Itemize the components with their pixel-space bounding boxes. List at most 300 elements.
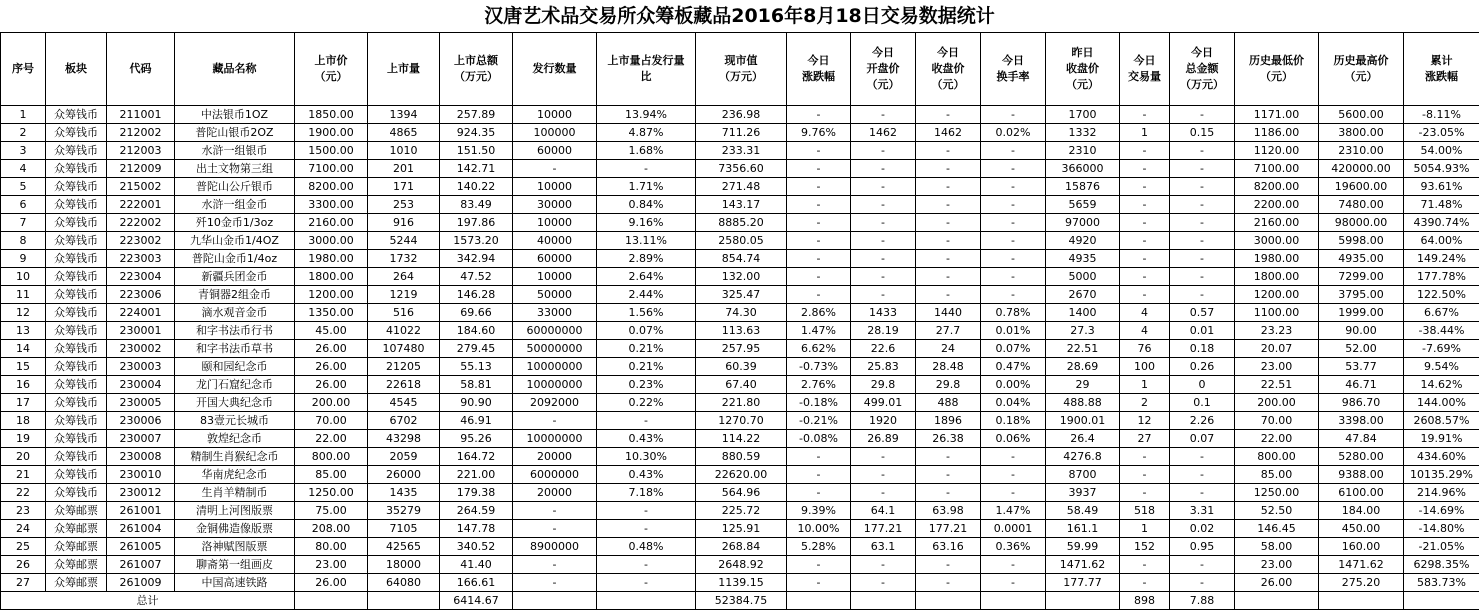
table-cell: 13 xyxy=(1,322,46,340)
table-cell: -0.08% xyxy=(787,430,851,448)
table-cell: 众筹钱币 xyxy=(46,142,107,160)
table-cell: 2310.00 xyxy=(1319,142,1404,160)
table-row xyxy=(1,448,1479,466)
table-cell: 1433 xyxy=(851,304,916,322)
table-cell: 222001 xyxy=(107,196,175,214)
table-cell: 9.54% xyxy=(1404,358,1479,376)
table-cell: 75.00 xyxy=(295,502,368,520)
table-cell xyxy=(1404,592,1479,610)
table-cell: 41022 xyxy=(368,322,440,340)
table-cell: 70.00 xyxy=(1235,412,1319,430)
table-cell: 212009 xyxy=(107,160,175,178)
table-cell: 22.6 xyxy=(851,340,916,358)
table-cell: 200.00 xyxy=(1235,394,1319,412)
table-cell: 223004 xyxy=(107,268,175,286)
table-cell: 200.00 xyxy=(295,394,368,412)
column-header: 上市量 xyxy=(368,33,440,106)
table-cell: 95.26 xyxy=(440,430,513,448)
table-row xyxy=(1,142,1479,160)
table-cell: 23.23 xyxy=(1235,322,1319,340)
table-cell: 0.43% xyxy=(597,466,696,484)
table-row xyxy=(1,484,1479,502)
table-cell: 20 xyxy=(1,448,46,466)
table-cell: - xyxy=(851,466,916,484)
table-cell: 众筹钱币 xyxy=(46,178,107,196)
table-cell: 0.22% xyxy=(597,394,696,412)
total-row xyxy=(1,592,1479,610)
table-cell: 27 xyxy=(1,574,46,592)
table-cell: 63.1 xyxy=(851,538,916,556)
table-cell: - xyxy=(1170,466,1235,484)
table-cell: - xyxy=(1120,142,1170,160)
table-cell: 洛神赋图版票 xyxy=(175,538,295,556)
table-cell: 24 xyxy=(1,520,46,538)
table-cell: 46.71 xyxy=(1319,376,1404,394)
table-cell: -21.05% xyxy=(1404,538,1479,556)
table-cell: 1999.00 xyxy=(1319,304,1404,322)
table-cell: 0.18% xyxy=(981,412,1046,430)
table-cell: 230002 xyxy=(107,340,175,358)
table-cell: 26.00 xyxy=(295,340,368,358)
table-cell: 564.96 xyxy=(696,484,787,502)
table-cell: 184.60 xyxy=(440,322,513,340)
table-cell: 23 xyxy=(1,502,46,520)
table-cell: - xyxy=(981,250,1046,268)
table-cell: - xyxy=(851,574,916,592)
table-cell: 208.00 xyxy=(295,520,368,538)
table-cell: 滴水观音金币 xyxy=(175,304,295,322)
table-cell: 众筹邮票 xyxy=(46,502,107,520)
table-cell: 1250.00 xyxy=(1235,484,1319,502)
table-cell: 6702 xyxy=(368,412,440,430)
table-cell: - xyxy=(981,484,1046,502)
table-cell: 3300.00 xyxy=(295,196,368,214)
table-cell: 0.02 xyxy=(1170,520,1235,538)
table-cell: - xyxy=(851,484,916,502)
table-cell: 230006 xyxy=(107,412,175,430)
table-cell: 64.00% xyxy=(1404,232,1479,250)
table-cell: 聊斋第一组画皮 xyxy=(175,556,295,574)
table-cell: 1920 xyxy=(851,412,916,430)
table-cell: 歼10金币1/3oz xyxy=(175,214,295,232)
table-cell: 普陀山公斤银币 xyxy=(175,178,295,196)
table-cell xyxy=(851,592,916,610)
table-cell: 22.00 xyxy=(1235,430,1319,448)
table-cell: 1186.00 xyxy=(1235,124,1319,142)
table-cell: 0.57 xyxy=(1170,304,1235,322)
table-cell: - xyxy=(1170,556,1235,574)
table-row xyxy=(1,538,1479,556)
table-cell: 3 xyxy=(1,142,46,160)
table-cell: 93.61% xyxy=(1404,178,1479,196)
table-cell: 20000 xyxy=(513,484,597,502)
table-cell: 27 xyxy=(1120,430,1170,448)
table-cell: - xyxy=(981,232,1046,250)
table-cell: - xyxy=(787,196,851,214)
table-cell: 230007 xyxy=(107,430,175,448)
table-cell: 488.88 xyxy=(1046,394,1120,412)
table-cell xyxy=(787,592,851,610)
total-volume: 898 xyxy=(1120,592,1170,610)
table-cell xyxy=(597,592,696,610)
table-cell: 1440 xyxy=(916,304,981,322)
table-cell: - xyxy=(1170,178,1235,196)
table-cell: 47.52 xyxy=(440,268,513,286)
table-cell: 1700 xyxy=(1046,106,1120,124)
table-cell: 711.26 xyxy=(696,124,787,142)
table-cell: 214.96% xyxy=(1404,484,1479,502)
table-cell: 100 xyxy=(1120,358,1170,376)
table-cell: 85.00 xyxy=(1235,466,1319,484)
table-cell: 8200.00 xyxy=(295,178,368,196)
table-cell: - xyxy=(851,250,916,268)
table-cell: 众筹钱币 xyxy=(46,286,107,304)
table-cell: 众筹钱币 xyxy=(46,232,107,250)
table-cell: 0.01% xyxy=(981,322,1046,340)
table-cell: 98000.00 xyxy=(1319,214,1404,232)
table-cell: 63.98 xyxy=(916,502,981,520)
table-cell: 60000 xyxy=(513,250,597,268)
table-cell: 2092000 xyxy=(513,394,597,412)
table-cell: 261005 xyxy=(107,538,175,556)
table-cell: 146.28 xyxy=(440,286,513,304)
table-cell xyxy=(295,592,368,610)
table-row xyxy=(1,196,1479,214)
table-cell: - xyxy=(916,574,981,592)
table-cell: -0.21% xyxy=(787,412,851,430)
table-cell: 4 xyxy=(1120,304,1170,322)
table-cell: 2608.57% xyxy=(1404,412,1479,430)
table-cell: 7105 xyxy=(368,520,440,538)
table-cell: 众筹钱币 xyxy=(46,250,107,268)
table-cell: 221.00 xyxy=(440,466,513,484)
table-cell: 59.99 xyxy=(1046,538,1120,556)
table-cell: 3000.00 xyxy=(295,232,368,250)
table-cell: 众筹钱币 xyxy=(46,340,107,358)
table-cell: 8885.20 xyxy=(696,214,787,232)
table-cell: 144.00% xyxy=(1404,394,1479,412)
table-cell: 261007 xyxy=(107,556,175,574)
sheet-title: 汉唐艺术品交易所众筹板藏品2016年8月18日交易数据统计 xyxy=(0,0,1479,33)
table-cell: 众筹钱币 xyxy=(46,430,107,448)
table-cell: 143.17 xyxy=(696,196,787,214)
table-row xyxy=(1,358,1479,376)
table-cell: 0.00% xyxy=(981,376,1046,394)
table-cell: - xyxy=(787,250,851,268)
table-cell: 880.59 xyxy=(696,448,787,466)
table-cell: 80.00 xyxy=(295,538,368,556)
table-cell: 74.30 xyxy=(696,304,787,322)
table-cell: 3795.00 xyxy=(1319,286,1404,304)
table-cell: - xyxy=(1120,448,1170,466)
table-cell: 2 xyxy=(1,124,46,142)
table-cell: -0.18% xyxy=(787,394,851,412)
table-cell: 3.31 xyxy=(1170,502,1235,520)
table-cell: 1270.70 xyxy=(696,412,787,430)
table-cell: 52.50 xyxy=(1235,502,1319,520)
table-cell: - xyxy=(981,178,1046,196)
table-cell: 184.00 xyxy=(1319,502,1404,520)
table-cell: 924.35 xyxy=(440,124,513,142)
table-cell: 340.52 xyxy=(440,538,513,556)
table-cell: 中国高速铁路 xyxy=(175,574,295,592)
table-cell: 97000 xyxy=(1046,214,1120,232)
table-cell: 0.21% xyxy=(597,340,696,358)
table-cell: 10000000 xyxy=(513,430,597,448)
column-header: 上市量占发行量 比 xyxy=(597,33,696,106)
table-cell: 1250.00 xyxy=(295,484,368,502)
table-cell: 233.31 xyxy=(696,142,787,160)
table-cell: 1980.00 xyxy=(295,250,368,268)
table-cell xyxy=(1235,592,1319,610)
table-cell: 264.59 xyxy=(440,502,513,520)
table-cell: - xyxy=(787,556,851,574)
table-cell: 114.22 xyxy=(696,430,787,448)
table-cell: 223003 xyxy=(107,250,175,268)
table-cell: 63.16 xyxy=(916,538,981,556)
table-cell: 268.84 xyxy=(696,538,787,556)
table-cell: 90.90 xyxy=(440,394,513,412)
column-header: 今日 总金额 （万元） xyxy=(1170,33,1235,106)
table-cell: 0.07% xyxy=(597,322,696,340)
table-cell: 华南虎纪念币 xyxy=(175,466,295,484)
table-cell: 众筹钱币 xyxy=(46,160,107,178)
table-cell: 2 xyxy=(1120,394,1170,412)
table-cell: 221.80 xyxy=(696,394,787,412)
table-cell: 1400 xyxy=(1046,304,1120,322)
table-cell: 212003 xyxy=(107,142,175,160)
table-cell: 开国大典纪念币 xyxy=(175,394,295,412)
table-cell: 10000 xyxy=(513,268,597,286)
table-cell: 众筹邮票 xyxy=(46,538,107,556)
table-cell: - xyxy=(851,178,916,196)
table-cell: 众筹邮票 xyxy=(46,556,107,574)
table-cell: 212002 xyxy=(107,124,175,142)
table-cell: 223006 xyxy=(107,286,175,304)
table-cell: 生肖羊精制币 xyxy=(175,484,295,502)
table-cell: 800.00 xyxy=(295,448,368,466)
table-cell: - xyxy=(597,160,696,178)
table-cell: 58.49 xyxy=(1046,502,1120,520)
table-cell: 23.00 xyxy=(1235,358,1319,376)
table-cell: 50000 xyxy=(513,286,597,304)
table-cell: 5054.93% xyxy=(1404,160,1479,178)
table-cell: 64.1 xyxy=(851,502,916,520)
table-cell: 1500.00 xyxy=(295,142,368,160)
table-cell: 5244 xyxy=(368,232,440,250)
table-cell: - xyxy=(1120,286,1170,304)
table-cell: 35279 xyxy=(368,502,440,520)
table-cell: 10.00% xyxy=(787,520,851,538)
table-cell: - xyxy=(916,232,981,250)
table-cell: 10000 xyxy=(513,214,597,232)
table-cell: 1900.00 xyxy=(295,124,368,142)
table-cell: - xyxy=(851,268,916,286)
table-row xyxy=(1,340,1479,358)
table-cell: 236.98 xyxy=(696,106,787,124)
table-cell: 5.28% xyxy=(787,538,851,556)
table-cell: 2.76% xyxy=(787,376,851,394)
table-cell: 325.47 xyxy=(696,286,787,304)
table-cell: - xyxy=(1120,268,1170,286)
table-cell: 171 xyxy=(368,178,440,196)
table-cell: 众筹邮票 xyxy=(46,520,107,538)
table-cell: - xyxy=(787,574,851,592)
table-cell: - xyxy=(1120,232,1170,250)
table-cell: 0.15 xyxy=(1170,124,1235,142)
table-cell: 7299.00 xyxy=(1319,268,1404,286)
table-cell: - xyxy=(787,286,851,304)
table-cell: 22 xyxy=(1,484,46,502)
table-cell: - xyxy=(1120,250,1170,268)
table-cell: 14.62% xyxy=(1404,376,1479,394)
table-cell: 33000 xyxy=(513,304,597,322)
table-cell: 3398.00 xyxy=(1319,412,1404,430)
table-cell: 58.00 xyxy=(1235,538,1319,556)
table-cell: 10000000 xyxy=(513,376,597,394)
table-cell: - xyxy=(787,214,851,232)
table-cell: 71.48% xyxy=(1404,196,1479,214)
column-header: 现市值 （万元） xyxy=(696,33,787,106)
column-header: 今日 收盘价 （元） xyxy=(916,33,981,106)
table-cell: 100000 xyxy=(513,124,597,142)
table-cell: - xyxy=(981,142,1046,160)
table-row xyxy=(1,394,1479,412)
table-cell: 69.66 xyxy=(440,304,513,322)
table-cell: 125.91 xyxy=(696,520,787,538)
table-cell: 177.78% xyxy=(1404,268,1479,286)
table-cell: - xyxy=(916,142,981,160)
table-cell: - xyxy=(597,502,696,520)
table-cell: 1462 xyxy=(916,124,981,142)
table-cell: 197.86 xyxy=(440,214,513,232)
table-cell: 1573.20 xyxy=(440,232,513,250)
table-cell: - xyxy=(1120,160,1170,178)
table-cell: - xyxy=(981,196,1046,214)
table-cell: 13.94% xyxy=(597,106,696,124)
table-cell: 众筹钱币 xyxy=(46,214,107,232)
table-cell: - xyxy=(851,286,916,304)
table-cell: 1 xyxy=(1120,124,1170,142)
table-cell: 26.00 xyxy=(295,376,368,394)
table-cell: 271.48 xyxy=(696,178,787,196)
table-cell: 122.50% xyxy=(1404,286,1479,304)
table-cell: 4545 xyxy=(368,394,440,412)
table-cell: 1800.00 xyxy=(295,268,368,286)
table-cell: 众筹钱币 xyxy=(46,322,107,340)
table-cell: 152 xyxy=(1120,538,1170,556)
table-cell: 10135.29% xyxy=(1404,466,1479,484)
table-cell: 27.7 xyxy=(916,322,981,340)
table-cell: 22618 xyxy=(368,376,440,394)
table-row xyxy=(1,232,1479,250)
table-cell: 4 xyxy=(1120,322,1170,340)
table-cell: 29.8 xyxy=(851,376,916,394)
table-cell: 215002 xyxy=(107,178,175,196)
table-cell: 0.01 xyxy=(1170,322,1235,340)
table-cell: 1.68% xyxy=(597,142,696,160)
table-cell xyxy=(368,592,440,610)
table-cell: 2200.00 xyxy=(1235,196,1319,214)
table-cell: 新疆兵团金币 xyxy=(175,268,295,286)
table-cell: 6 xyxy=(1,196,46,214)
table-cell: 230005 xyxy=(107,394,175,412)
table-cell: 52.00 xyxy=(1319,340,1404,358)
table-cell: 精制生肖猴纪念币 xyxy=(175,448,295,466)
table-cell: 58.81 xyxy=(440,376,513,394)
table-cell: 146.45 xyxy=(1235,520,1319,538)
table-cell: 众筹钱币 xyxy=(46,106,107,124)
table-cell: 2160.00 xyxy=(295,214,368,232)
table-cell: 1350.00 xyxy=(295,304,368,322)
table-cell: 434.60% xyxy=(1404,448,1479,466)
table-cell: 2.86% xyxy=(787,304,851,322)
table-cell: 2160.00 xyxy=(1235,214,1319,232)
table-cell: 26.00 xyxy=(1235,574,1319,592)
table-cell: 21 xyxy=(1,466,46,484)
table-cell: 1100.00 xyxy=(1235,304,1319,322)
table-row xyxy=(1,430,1479,448)
table-cell: 4865 xyxy=(368,124,440,142)
table-cell: -8.11% xyxy=(1404,106,1479,124)
table-cell: 70.00 xyxy=(295,412,368,430)
table-row xyxy=(1,160,1479,178)
table-cell: 253 xyxy=(368,196,440,214)
table-cell: 10000000 xyxy=(513,358,597,376)
table-cell xyxy=(916,592,981,610)
table-cell: 5 xyxy=(1,178,46,196)
table-cell: 16 xyxy=(1,376,46,394)
table-cell: 中法银币1OZ xyxy=(175,106,295,124)
table-cell: 26.4 xyxy=(1046,430,1120,448)
table-cell: - xyxy=(1120,484,1170,502)
table-cell: 水浒一组银币 xyxy=(175,142,295,160)
table-cell: - xyxy=(1120,466,1170,484)
column-header: 今日 涨跌幅 xyxy=(787,33,851,106)
table-cell: 清明上河图版票 xyxy=(175,502,295,520)
table-cell: 230001 xyxy=(107,322,175,340)
table-cell: 颐和园纪念币 xyxy=(175,358,295,376)
table-cell: 众筹钱币 xyxy=(46,358,107,376)
table-cell: - xyxy=(597,412,696,430)
table-cell: 5280.00 xyxy=(1319,448,1404,466)
table-cell: - xyxy=(916,268,981,286)
table-cell: 众筹钱币 xyxy=(46,394,107,412)
table-cell: - xyxy=(916,448,981,466)
table-cell: 257.95 xyxy=(696,340,787,358)
table-cell: 132.00 xyxy=(696,268,787,286)
table-cell: 1900.01 xyxy=(1046,412,1120,430)
table-cell: - xyxy=(1170,106,1235,124)
table-cell: 众筹钱币 xyxy=(46,304,107,322)
table-cell: 2.89% xyxy=(597,250,696,268)
table-cell: 264 xyxy=(368,268,440,286)
table-cell: 107480 xyxy=(368,340,440,358)
table-cell: 10000 xyxy=(513,178,597,196)
table-cell: 1435 xyxy=(368,484,440,502)
table-row xyxy=(1,376,1479,394)
table-cell: - xyxy=(513,574,597,592)
table-cell: 147.78 xyxy=(440,520,513,538)
table-cell: - xyxy=(1120,178,1170,196)
table-cell: - xyxy=(597,574,696,592)
table-cell: - xyxy=(851,232,916,250)
table-cell: 5659 xyxy=(1046,196,1120,214)
table-row xyxy=(1,466,1479,484)
table-cell: 2059 xyxy=(368,448,440,466)
table-cell: 众筹邮票 xyxy=(46,574,107,592)
table-cell: 1980.00 xyxy=(1235,250,1319,268)
